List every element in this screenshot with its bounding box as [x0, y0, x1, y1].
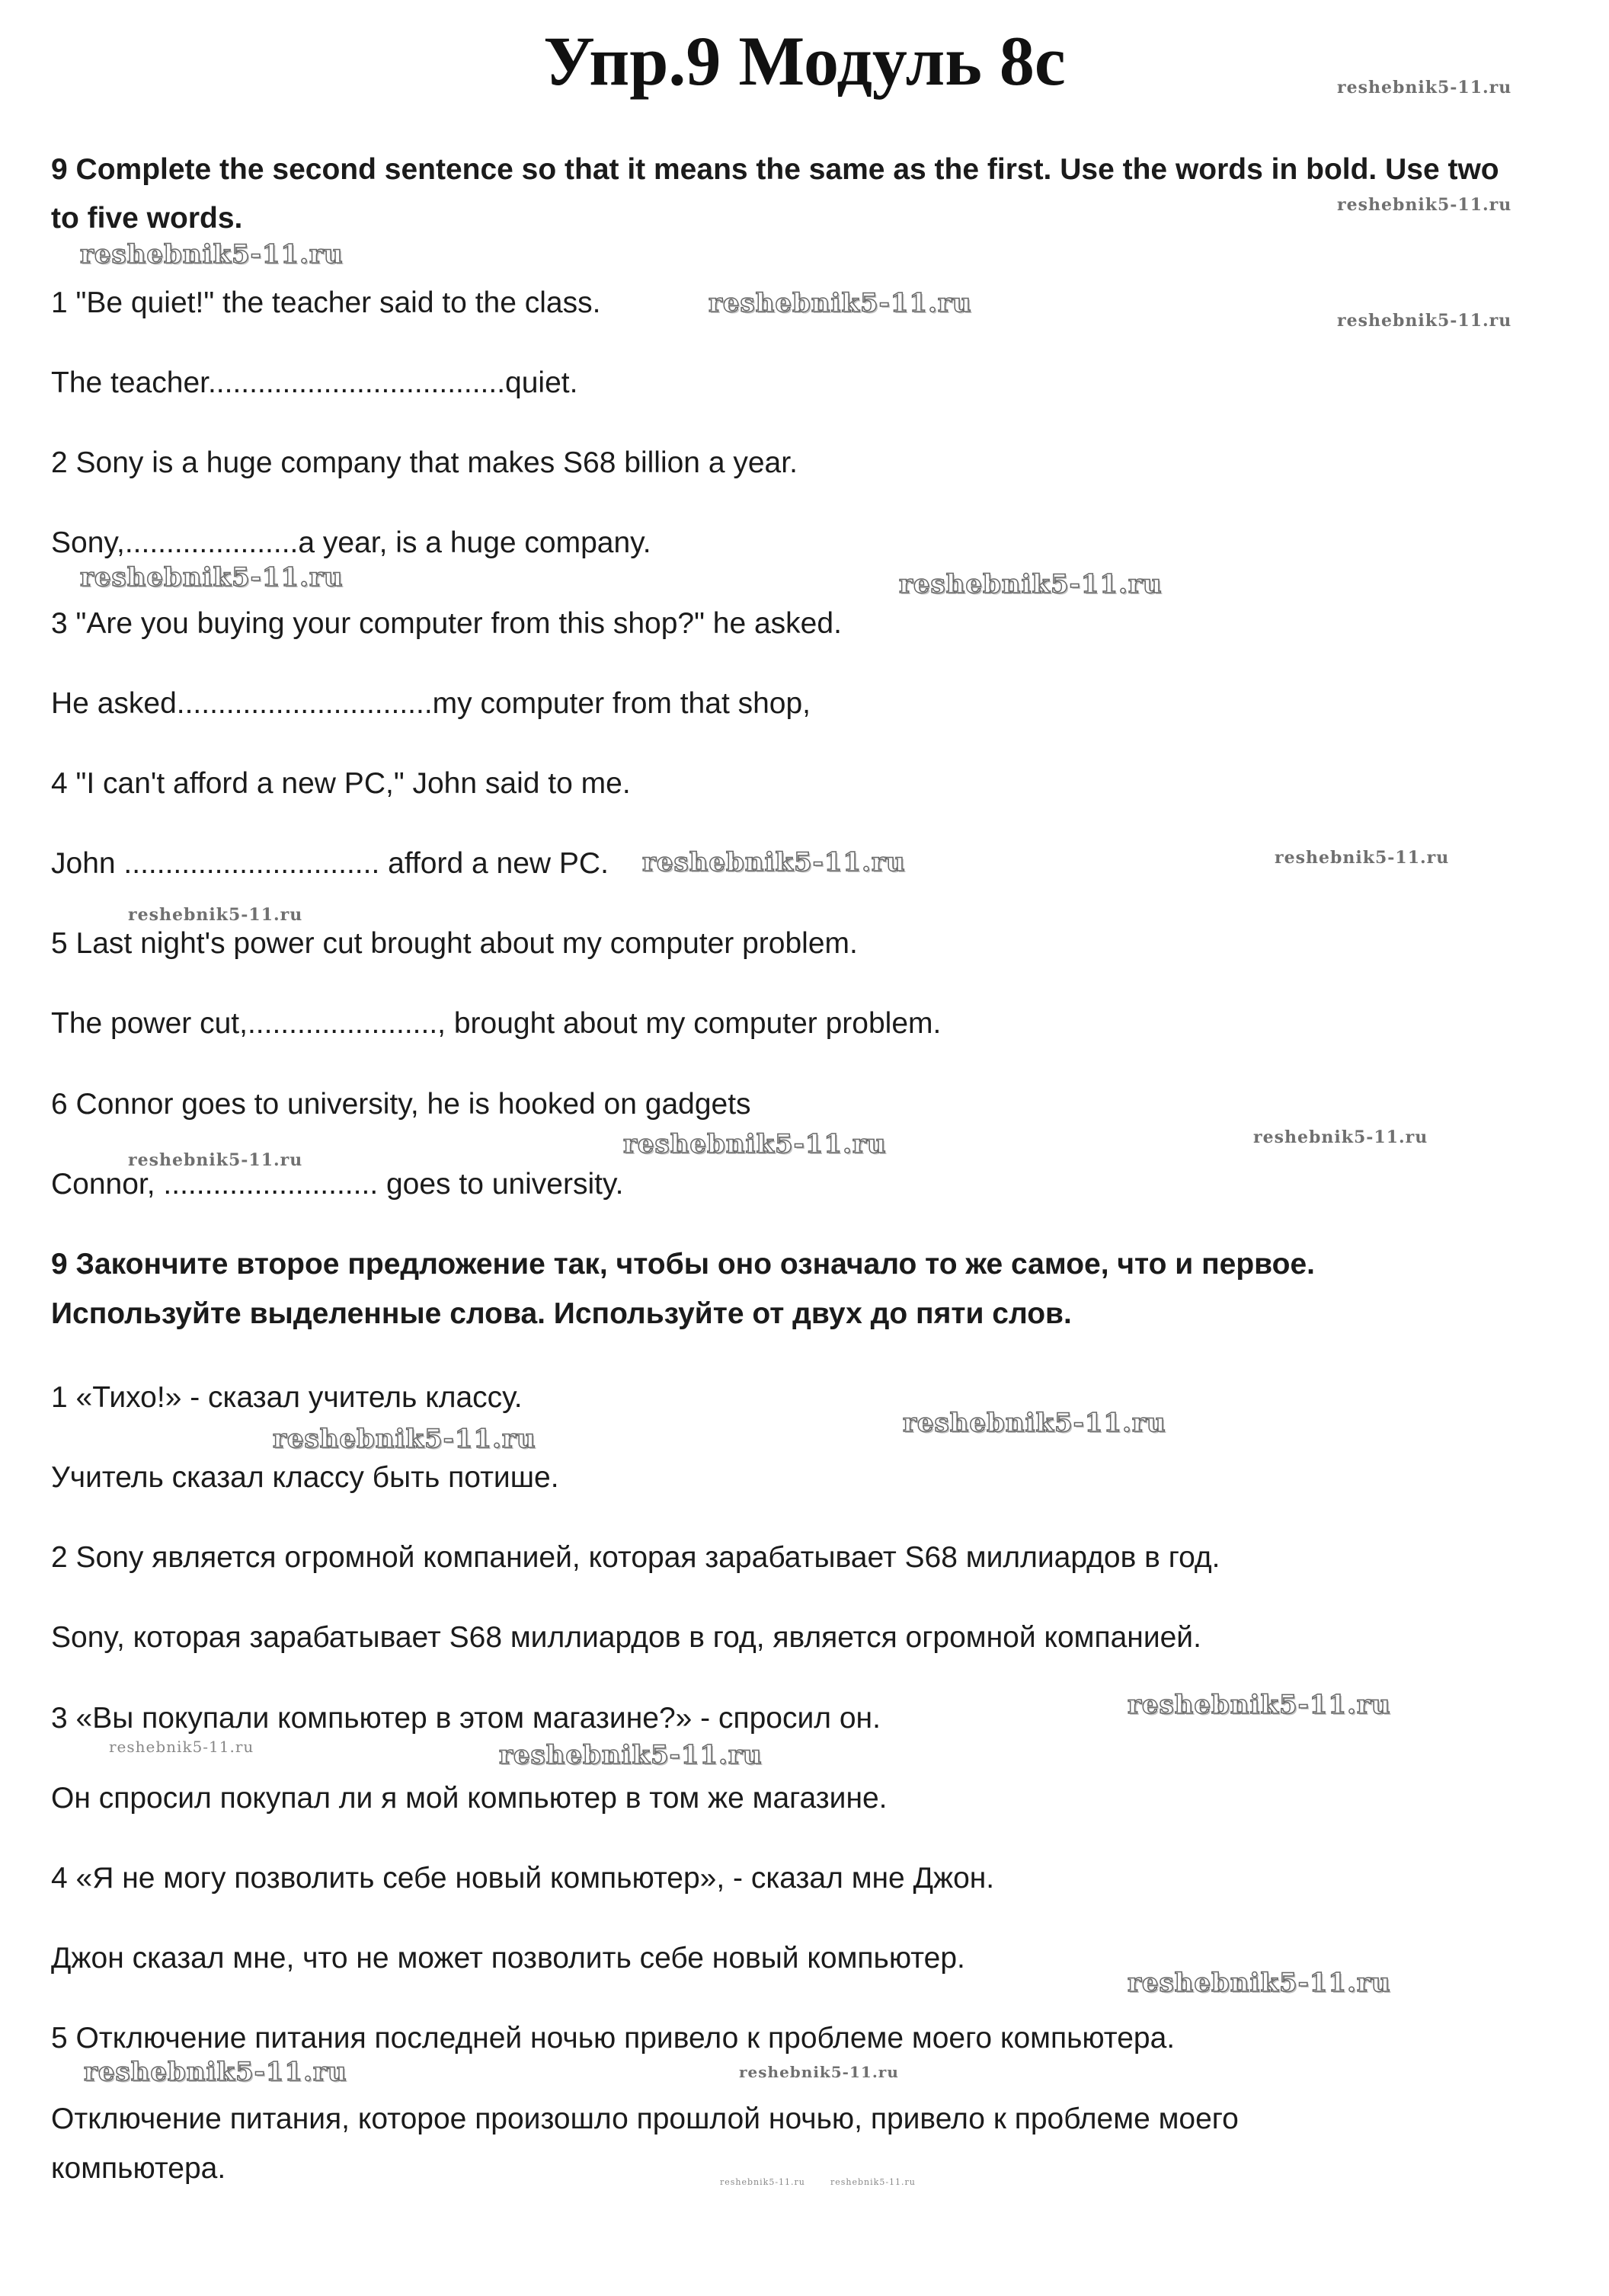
watermark: reshebnik5-11.ru: [1337, 311, 1512, 331]
instruction-ru-line1: 9 Закончите второе предложение так, чтобы оно означало то же самое, что и первое.: [51, 1248, 1315, 1281]
instruction-en-line1: 9 Complete the second sentence so that it means the same as the first. Use the words in bold. Use two: [51, 153, 1499, 186]
question-ru-5: 5 Отключение питания последней ночью привело к проблеме моего компьютера.: [51, 2022, 1176, 2055]
instruction-ru-line2: Используйте выделенные слова. Используйте от двух до пяти слов.: [51, 1297, 1072, 1330]
watermark: reshebnik5-11.ru: [128, 905, 303, 925]
watermark: reshebnik5-11.ru: [128, 1150, 303, 1170]
answer-en-5: The power cut,......................., brought about my computer problem.: [51, 1007, 942, 1040]
answer-en-2: Sony,.....................a year, is a huge company.: [51, 526, 651, 559]
answer-ru-3: Он спросил покупал ли я мой компьютер в том же магазине.: [51, 1782, 888, 1815]
watermark: reshebnik5-11.ru: [642, 847, 906, 878]
watermark: reshebnik5-11.ru: [109, 1738, 254, 1756]
answer-en-1: The teacher....................................quiet.: [51, 366, 578, 399]
watermark: reshebnik5-11.ru: [899, 569, 1163, 600]
question-ru-4: 4 «Я не могу позволить себе новый компьютер», - сказал мне Джон.: [51, 1862, 995, 1895]
watermark: reshebnik5-11.ru: [273, 1424, 536, 1454]
watermark: reshebnik5-11.ru: [80, 562, 344, 593]
answer-ru-5-line1: Отключение питания, которое произошло прошлой ночью, привело к проблеме моего: [51, 2103, 1239, 2135]
watermark: reshebnik5-11.ru: [830, 2177, 916, 2187]
watermark: reshebnik5-11.ru: [1275, 848, 1450, 868]
question-ru-1: 1 «Тихо!» - сказал учитель классу.: [51, 1381, 523, 1414]
watermark: reshebnik5-11.ru: [1128, 1968, 1391, 1998]
answer-en-6: Connor, .......................... goes to university.: [51, 1168, 624, 1201]
page-title: Упр.9 Модуль 8c: [543, 22, 1066, 100]
answer-ru-2: Sony, которая зарабатывает S68 миллиардов в год, является огромной компанией.: [51, 1621, 1201, 1654]
question-en-2: 2 Sony is a huge company that makes S68 billion a year.: [51, 446, 798, 479]
watermark: reshebnik5-11.ru: [80, 239, 344, 270]
answer-ru-1: Учитель сказал классу быть потише.: [51, 1461, 559, 1494]
answer-en-4: John ............................... afford a new PC.: [51, 847, 609, 880]
watermark: reshebnik5-11.ru: [1337, 195, 1512, 215]
question-ru-2: 2 Sony является огромной компанией, которая зарабатывает S68 миллиардов в год.: [51, 1541, 1220, 1574]
watermark: reshebnik5-11.ru: [84, 2057, 347, 2087]
watermark: reshebnik5-11.ru: [739, 2063, 899, 2081]
watermark: reshebnik5-11.ru: [1253, 1127, 1428, 1147]
question-ru-3: 3 «Вы покупали компьютер в этом магазине?» - спросил он.: [51, 1702, 881, 1735]
answer-en-3: He asked...............................my computer from that shop,: [51, 687, 811, 720]
watermark: reshebnik5-11.ru: [1128, 1690, 1391, 1720]
watermark: reshebnik5-11.ru: [499, 1740, 763, 1770]
instruction-en-line2: to five words.: [51, 202, 243, 235]
watermark: reshebnik5-11.ru: [623, 1129, 887, 1159]
watermark: reshebnik5-11.ru: [903, 1408, 1166, 1438]
watermark: reshebnik5-11.ru: [709, 288, 972, 318]
question-en-6: 6 Connor goes to university, he is hooked on gadgets: [51, 1088, 751, 1121]
answer-ru-5-line2: компьютера.: [51, 2152, 226, 2185]
watermark: reshebnik5-11.ru: [1337, 78, 1512, 98]
question-en-5: 5 Last night's power cut brought about my computer problem.: [51, 927, 858, 960]
question-en-3: 3 "Are you buying your computer from this shop?" he asked.: [51, 607, 842, 640]
question-en-4: 4 "I can't afford a new PC," John said to me.: [51, 767, 631, 800]
watermark: reshebnik5-11.ru: [720, 2177, 805, 2187]
answer-ru-4: Джон сказал мне, что не может позволить себе новый компьютер.: [51, 1942, 965, 1975]
question-en-1: 1 "Be quiet!" the teacher said to the class.: [51, 286, 601, 319]
